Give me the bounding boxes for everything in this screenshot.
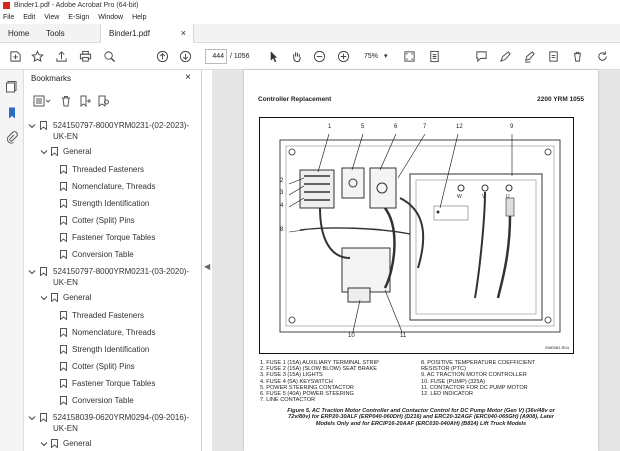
tab-tools[interactable]: Tools	[46, 29, 65, 38]
bookmark-torque-2[interactable]: Fastener Torque Tables	[72, 379, 156, 388]
hand-tool-icon[interactable]	[289, 49, 304, 64]
callout-2: 2	[280, 178, 284, 184]
legend-item-1: 1. FUSE 1 (15A) AUXILIARY TERMINAL STRIP	[260, 360, 379, 366]
bookmark-root-3-line1: 524158039-0620YRM0294-(09-2016)-	[53, 413, 190, 422]
bookmark-icon	[60, 362, 67, 371]
bookmark-general-2[interactable]: General	[63, 293, 92, 302]
zoom-out-icon[interactable]	[312, 49, 327, 64]
window-title: Binder1.pdf - Adobe Acrobat Pro (64-bit)	[14, 2, 139, 9]
bookmark-icon	[60, 233, 67, 242]
bookmark-icon	[60, 250, 67, 259]
menu-file[interactable]: File	[3, 14, 15, 21]
close-tab-icon[interactable]: ×	[180, 28, 186, 38]
caption-line-3: Models Only and for ERCIP16-20AAF (ERC030-040AH) (B814) Lift Truck Models	[315, 420, 527, 427]
menu-bar	[0, 11, 620, 24]
bookmark-root-2-line2: UK-EN	[53, 278, 78, 287]
callout-3: 3	[280, 190, 284, 196]
chevron-down-icon[interactable]	[40, 294, 48, 302]
delete-bookmark-icon[interactable]	[60, 95, 72, 107]
callout-9: 9	[510, 124, 514, 130]
bookmarks-panel	[24, 70, 202, 451]
callout-5: 5	[361, 124, 365, 130]
chevron-down-icon[interactable]	[40, 148, 48, 156]
options-menu-icon[interactable]	[33, 95, 51, 107]
print-icon[interactable]	[78, 49, 93, 64]
bookmarks-panel-icon[interactable]	[5, 106, 19, 120]
bookmark-strength-2[interactable]: Strength Identification	[72, 345, 150, 354]
zoom-select[interactable]	[364, 49, 396, 64]
legend-item-11: 11. CONTACTOR FOR DC PUMP MOTOR	[421, 384, 528, 391]
bookmark-root-2[interactable]	[53, 266, 189, 288]
bookmark-icon	[60, 311, 67, 320]
toolbar	[0, 43, 620, 70]
pdf-page	[244, 70, 598, 451]
legend-item-3: 3. FUSE 3 (15A) LIGHTS	[260, 372, 323, 379]
collapse-panel-icon[interactable]: ◀	[204, 262, 211, 271]
attachments-icon[interactable]	[5, 131, 19, 145]
callout-11: 11	[400, 333, 407, 339]
controller-figure	[259, 117, 574, 354]
bookmark-tree	[24, 116, 192, 451]
legend-item-2: 2. FUSE 2 (15A) (SLOW BLOW) SEAT BRAKE	[260, 366, 377, 373]
upload-icon[interactable]	[54, 49, 69, 64]
menu-view[interactable]: View	[44, 14, 60, 21]
previous-page-icon[interactable]	[155, 49, 170, 64]
tab-document-label: Binder1.pdf	[109, 29, 150, 38]
comment-icon[interactable]	[474, 49, 489, 64]
callout-1: 1	[328, 124, 332, 130]
caption-line-1: Figure 5. AC Traction Motor Controller and Contactor Control for DC Pump Motor (Gen V) (36v/48v or	[287, 408, 555, 414]
bookmark-icon	[40, 413, 47, 422]
rotate-icon[interactable]	[595, 49, 610, 64]
tab-home[interactable]: Home	[8, 29, 30, 38]
bookmark-cotter-1[interactable]: Cotter (Split) Pins	[72, 216, 135, 225]
page-number-input[interactable]: 444	[205, 49, 227, 64]
find-icon[interactable]	[102, 49, 117, 64]
select-cursor-icon[interactable]	[266, 49, 281, 64]
bookmark-icon	[51, 439, 58, 448]
figure-caption	[256, 408, 586, 427]
bookmark-root-3[interactable]	[53, 412, 189, 434]
callout-10: 10	[348, 333, 355, 339]
terminal-label-w: W	[457, 194, 462, 200]
delete-icon[interactable]	[570, 49, 585, 64]
bookmark-icon	[60, 182, 67, 191]
new-bookmark-icon[interactable]	[79, 95, 91, 107]
bookmark-icon	[40, 267, 47, 276]
bookmark-root-3-line2: UK-EN	[53, 424, 78, 433]
callout-4: 4	[280, 203, 284, 209]
bookmark-strength-1[interactable]: Strength Identification	[72, 199, 150, 208]
title-bar	[0, 0, 620, 11]
terminal-label-v: V	[482, 194, 486, 200]
bookmark-icon	[60, 345, 67, 354]
bookmark-icon	[60, 216, 67, 225]
bookmarks-title: Bookmarks	[31, 74, 72, 83]
chevron-down-icon: ▾	[383, 53, 388, 60]
fit-page-icon[interactable]	[402, 49, 417, 64]
bookmark-root-2-line1: 524150797-8000YRM0231-(03-2020)-	[53, 267, 190, 276]
zoom-in-icon[interactable]	[336, 49, 351, 64]
menu-esign[interactable]: E-Sign	[68, 14, 90, 21]
page-thumbnails-icon[interactable]	[5, 80, 19, 94]
bookmark-icon	[51, 147, 58, 156]
next-page-icon[interactable]	[178, 49, 193, 64]
bookmark-icon	[60, 199, 67, 208]
callout-6: 6	[394, 124, 398, 130]
menu-help[interactable]: Help	[132, 14, 147, 21]
bookmark-icon	[60, 165, 67, 174]
chevron-down-icon[interactable]	[40, 440, 48, 448]
bookmark-nomenclature-2[interactable]: Nomenclature, Threads	[72, 328, 156, 337]
find-bookmark-icon[interactable]	[98, 95, 110, 107]
chevron-down-icon[interactable]	[28, 122, 36, 130]
bookmarks-toolbar	[24, 91, 202, 111]
bookmark-star-icon[interactable]	[30, 49, 45, 64]
navigation-rail	[0, 70, 24, 451]
legend-item-8: 8. POSITIVE TEMPERATURE COEFFICIENT	[421, 360, 536, 366]
bookmark-general-1[interactable]: General	[63, 147, 92, 156]
bookmark-icon	[60, 396, 67, 405]
bookmark-nomenclature-1[interactable]: Nomenclature, Threads	[72, 182, 156, 191]
zoom-value: 75%	[364, 53, 379, 60]
bookmark-general-3[interactable]: General	[63, 439, 92, 448]
bookmark-torque-1[interactable]: Fastener Torque Tables	[72, 233, 156, 242]
menu-edit[interactable]: Edit	[23, 14, 36, 21]
terminal-label-u: U	[506, 194, 510, 200]
bookmark-root-1-line2: UK-EN	[53, 132, 78, 141]
legend-item-8-cont: RESISTOR (PTC)	[421, 366, 466, 373]
chevron-down-icon[interactable]	[28, 414, 36, 422]
callout-12: 12	[456, 124, 463, 130]
bookmark-conversion-2[interactable]: Conversion Table	[72, 396, 134, 405]
tab-document[interactable]	[100, 24, 194, 43]
page-header-left: Controller Replacement	[258, 96, 332, 103]
legend-left	[260, 360, 379, 403]
bookmark-threaded-fasteners-2[interactable]: Threaded Fasteners	[72, 311, 145, 320]
legend-right	[421, 360, 535, 397]
menu-window[interactable]: Window	[98, 14, 124, 21]
page-total: / 1056	[230, 53, 250, 60]
callout-8: 8	[280, 227, 284, 233]
create-pdf-icon[interactable]	[8, 49, 23, 64]
callout-7: 7	[423, 124, 427, 130]
bookmark-icon	[60, 328, 67, 337]
controller-drawing	[260, 118, 572, 352]
document-viewer[interactable]	[212, 70, 620, 451]
legend-item-7: 7. LINE CONTACTOR	[260, 397, 316, 404]
bookmark-cotter-2[interactable]: Cotter (Split) Pins	[72, 362, 135, 371]
legend-item-4: 4. FUSE 4 (5A) KEYSWITCH	[260, 378, 333, 385]
chevron-down-icon[interactable]	[28, 268, 36, 276]
legend-item-5: 5. POWER STEERING CONTACTOR	[260, 384, 354, 391]
page-header-right: 2200 YRM 1055	[537, 96, 584, 103]
scroll-mode-icon[interactable]	[427, 49, 442, 64]
bookmark-root-1[interactable]	[53, 120, 189, 142]
bookmark-icon	[60, 379, 67, 388]
stamp-icon[interactable]	[546, 49, 561, 64]
bookmark-conversion-1[interactable]: Conversion Table	[72, 250, 134, 259]
bookmark-threaded-fasteners-1[interactable]: Threaded Fasteners	[72, 165, 145, 174]
bookmark-icon	[51, 293, 58, 302]
legend-item-10: 10. FUSE (PUMP) (325A)	[421, 378, 486, 385]
acrobat-icon	[3, 2, 10, 9]
highlight-icon[interactable]	[522, 49, 537, 64]
legend-item-9: 9. AC TRACTION MOTOR CONTROLLER	[421, 372, 527, 379]
legend-item-12: 12. LED INDICATOR	[421, 391, 474, 398]
bookmark-icon	[40, 121, 47, 130]
tab-bar	[0, 24, 620, 43]
figure-id: EM0081-R04	[545, 345, 569, 350]
bookmark-root-1-line1: 524150797-8000YRM0231-(02-2023)-	[53, 121, 190, 130]
caption-line-2: 72v/80v) for ERP20-30ALF (ERP040-060DH) (D216) and ERC20-32AGF (ERC040-065GH) (A908), Later	[288, 414, 554, 421]
close-panel-icon[interactable]: ×	[185, 72, 191, 83]
legend-item-6: 6. FUSE 5 (40A) POWER STEERING	[260, 391, 354, 398]
pen-icon[interactable]	[498, 49, 513, 64]
